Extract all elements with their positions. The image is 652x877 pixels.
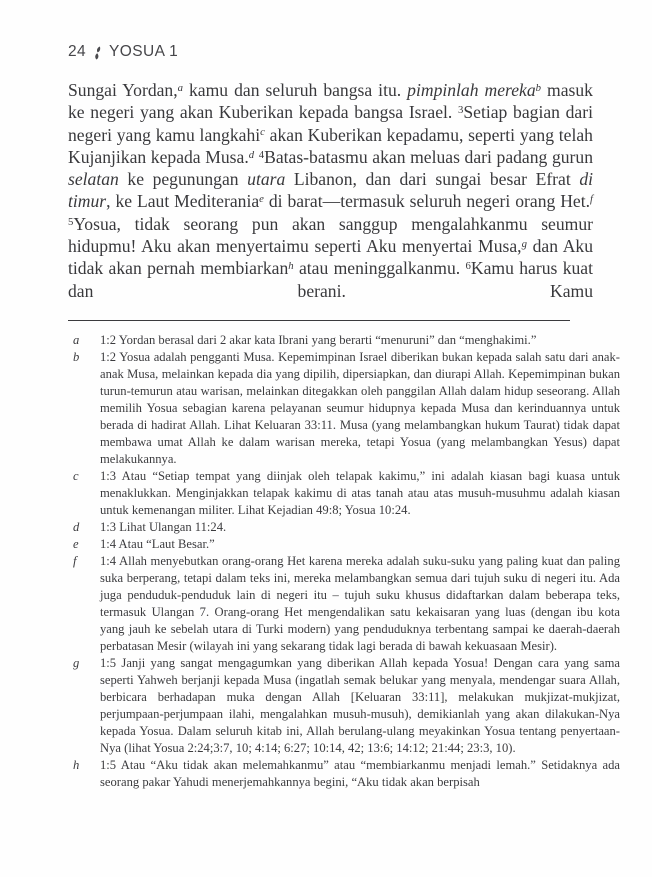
footnote-letter: b — [73, 350, 80, 364]
scripture-text: di barat—termasuk seluruh negeri orang Het. — [263, 191, 591, 212]
footnote-item — [68, 536, 620, 553]
scripture-text: Sungai Yordan, — [68, 80, 178, 100]
footnote-text: 1:3 Atau “Setiap tempat yang diinjak oleh telapak kakimu,” ini adalah kiasan bagi kuasa untuk menaklukkan. Menginjakkan telapak kakimu di atas tanah atau atas musuh-musuhmu adalah kiasan untuk kemenangan militer. Lihat Kejadian 49:8; Yosua 10:24. — [100, 469, 620, 517]
footnote-text: 1:3 Lihat Ulangan 11:24. — [100, 520, 227, 534]
footnote-item — [68, 553, 620, 655]
footnote-marker: b — [535, 81, 542, 94]
scripture-paragraph — [68, 79, 593, 302]
footnote-letter: f — [73, 554, 77, 568]
verse-number: 5 — [68, 215, 74, 228]
scripture-text: Batas-batasmu akan meluas dari padang gurun — [264, 146, 593, 167]
emphasized-text: utara — [247, 169, 286, 190]
page-number: 24 — [68, 43, 87, 60]
footnote-letter: a — [73, 333, 80, 347]
scripture-text: , ke Laut Mediterania — [106, 191, 260, 212]
footnote-text: 1:2 Yordan berasal dari 2 akar kata Ibrani yang berarti “menuruni” dan “menghakimi.” — [100, 333, 537, 347]
emphasized-text: pimpinlah mereka — [407, 80, 536, 100]
emphasized-text: selatan — [68, 169, 119, 190]
verse-number: 3 — [458, 104, 464, 117]
scripture-text: akan Kuberikan kepadamu, seperti yang telah Kujanjikan kepada Musa. — [68, 124, 593, 167]
emphasized-text: di timur — [68, 169, 594, 212]
footnote-letter: e — [73, 537, 79, 551]
footnote-marker: d — [248, 148, 255, 161]
scripture-text: ke pegunungan — [118, 169, 248, 190]
footnote-divider — [68, 320, 570, 321]
footnote-item — [68, 332, 620, 349]
running-title: YOSUA 1 — [109, 43, 179, 60]
footnote-item — [68, 349, 620, 468]
scripture-text: Libanon, dan dari sungai besar Efrat — [285, 169, 580, 190]
footnote-text: 1:5 Atau “Aku tidak akan melemahkanmu” atau “membiarkanmu menjadi lemah.” Setidaknya ada seorang pakar Yahudi menerjemahkannya begini, “Aku tidak akan berpisah — [100, 758, 620, 789]
footnote-marker: g — [521, 237, 527, 250]
scripture-text: Setiap bagian dari negeri yang kamu langkahi — [68, 102, 593, 145]
footnote-item — [68, 757, 620, 791]
verse-number: 6 — [465, 260, 471, 273]
footnote-text: 1:4 Atau “Laut Besar.” — [100, 537, 215, 551]
scripture-text: atau meninggalkanmu. — [293, 258, 466, 279]
footnote-marker: a — [177, 81, 183, 94]
footnote-marker: c — [260, 126, 265, 139]
footnote-item — [68, 468, 620, 519]
page-header — [68, 43, 178, 61]
footnote-letter: g — [73, 656, 80, 670]
scripture-text: Yosua, tidak seorang pun akan sanggup mengalahkanmu seumur hidupmu! Aku akan menyertaimu seperti Aku menyertai Musa, — [68, 213, 593, 257]
fleuron-icon — [93, 46, 102, 60]
footnote-letter: c — [73, 469, 79, 483]
footnote-item — [68, 655, 620, 757]
verse-number: 4 — [258, 148, 265, 161]
footnote-marker: h — [288, 260, 294, 273]
scripture-text: Kamu harus kuat dan berani. Kamu — [68, 258, 593, 301]
footnotes-section — [68, 332, 620, 791]
footnote-item — [68, 519, 620, 536]
footnote-letter: h — [73, 758, 80, 772]
scripture-text: dan Aku tidak akan pernah membiarkan — [68, 236, 593, 279]
footnote-text: 1:2 Yosua adalah pengganti Musa. Kepemimpinan Israel diberikan bukan kepada salah satu dari anak-anak Musa, melainkan kepada dia yang dipilih, dipersiapkan, dan diurapi Allah. Kepemimpinan bukan turun-temurun atau warisan, melainkan ditegakkan oleh panggilan Allah dalam hidup seseorang. Allah memilih Yosua sebagian karena pelayanan seumur hidupnya kepada Musa dan kerinduannya untuk berada di hadirat Allah. Lihat Keluaran 33:11. Musa (yang melambangkan hukum Taurat) tidak dapat membawa umat Allah ke dalam warisan mereka, tetapi Yosua (yang melambangkan Yesus) dapat melakukannya. — [100, 350, 620, 466]
footnote-letter: d — [73, 520, 80, 534]
footnote-marker: f — [590, 193, 593, 206]
scripture-text: kamu dan seluruh bangsa itu. — [183, 80, 408, 100]
footnote-text: 1:4 Allah menyebutkan orang-orang Het karena mereka adalah suku-suku yang paling kuat dan paling suka berperang, tetapi dalam teks ini, mereka melambangkan semua dari tujuh suku di negeri itu. Ada juga penduduk-penduduk lain di negeri itu – tujuh suku khusus didaftarkan dalam beberapa teks, termasuk Ulangan 7. Orang-orang Het mengendalikan satu kekaisaran yang luas (dengan ibu kota yang jauh ke sebelah utara di Turki modern) yang penduduknya terbentang sampai ke daerah-daerah perbatasan Mesir (wilayah ini yang sekarang tidak lagi berada di bawah kekuasaan Mesir). — [100, 554, 620, 653]
footnote-text: 1:5 Janji yang sangat mengagumkan yang diberikan Allah kepada Yosua! Dengan cara yang sama seperti Yahweh berjanji kepada Musa (ingatlah semak belukar yang menyala, mendengar suara Allah, berbicara berhadapan muka dengan Allah [Keluaran 33:11], melakukan mukjizat-mukjizat, perjumpaan-perjumpaan ilahi, mengalahkan musuh-musuh), demikianlah yang akan dilakukan-Nya kepada Yosua. Dalam seluruh kitab ini, Allah berulang-ulang meyakinkan Yosua tentang penyertaan-Nya (lihat Yosua 2:24;3:7, 10; 4:14; 6:27; 10:14, 42; 13:6; 14:12; 21:44; 23:3, 10). — [100, 656, 620, 755]
scripture-text: masuk ke negeri yang akan Kuberikan kepada bangsa Israel. — [68, 80, 593, 123]
footnote-marker: e — [259, 193, 264, 206]
